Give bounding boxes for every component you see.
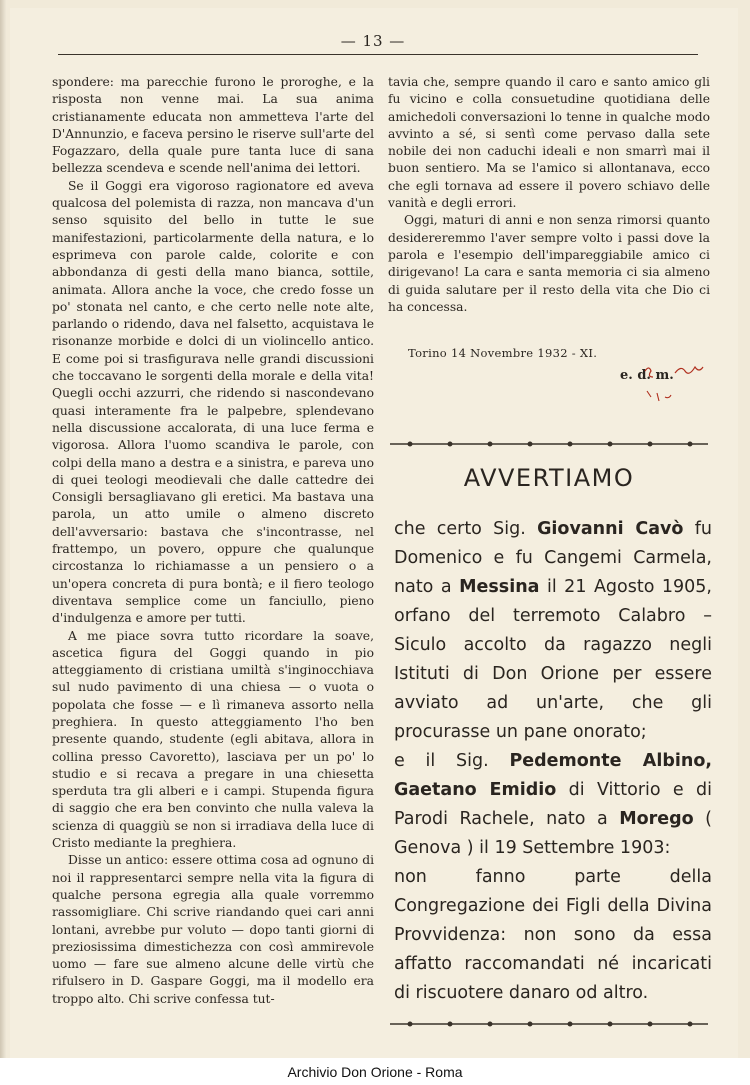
notice-city: Morego bbox=[619, 809, 694, 829]
ornamental-rule bbox=[390, 438, 708, 450]
dateline: Torino 14 Novembre 1932 - XI. bbox=[408, 346, 598, 360]
left-column bbox=[52, 74, 374, 1008]
notice-text: il 21 Agosto 1905, orfano del terremoto Calabro – Siculo accolto da ragazzo negli Istituti di Don Orione per essere avviato ad un'arte, che gli procurasse un pane onorato; bbox=[394, 577, 712, 742]
right-paragraph-1: tavia che, sempre quando il caro e santo amico gli fu vicino e colla consuetudine quotidiana delle amichedoli conversazioni lo tenne in qualche modo avvinto a sé, si sentì come pervaso dalla sete nobile dei non caduchi ideali e non smarrì mai il buon sentiero. Ma se l'amico si allontanava, ecco che egli tornava ad essere il povero schiavo delle vanità e degli errori. bbox=[388, 75, 710, 211]
notice-text: di Vittorio e di Parodi Rachele, nato a bbox=[394, 780, 713, 829]
notice-paragraph-1 bbox=[394, 515, 712, 747]
left-paragraph-3: A me piace sovra tutto ricordare la soave, ascetica figura del Goggi quando in pio atteggiamento di cristiana umiltà s'inginocchiava sul nudo pavimento di una chiesa — o vuota o popolata che fosse — e lì rimaneva assorto nella preghiera. In questo atteggiamento l'ho ben presente quando, studente (egli abitava, allora in collina presso Cavoretto), lasciava per un po' lo studio e si recava a pregare in una chiesetta sperduta tra gli alberi e i campi. Stupenda figura di saggio che era ben convinto che nulla valeva la scienza di quaggiù se non si irradiava della luce di Cristo mediante la preghiera. bbox=[52, 628, 374, 851]
notice-text: fu Domenico e fu Cangemi Carmela, nato a bbox=[394, 519, 712, 597]
right-paragraph-2: Oggi, maturi di anni e non senza rimorsi quanto desidereremmo l'aver sempre volto i passi dove la parola e l'esempio dell'impareggiabile amico ci dirigevano! La cara e santa memoria ci sia almeno di guida salutare per il resto della vita che Dio ci ha concessa. bbox=[388, 213, 710, 314]
ornamental-rule bbox=[390, 1018, 708, 1030]
notice-paragraph-3: non fanno parte della Congregazione dei Figli della Divina Provvidenza: non sono da essa affatto raccomandati né incaricati di riscuotere danaro od altro. bbox=[394, 867, 712, 1003]
left-paragraph-1: spondere: ma parecchie furono le proroghe, e la risposta non venne mai. La sua anima cristianamente educata non ammetteva l'arte del D'Annunzio, e faceva persino le riserve sull'arte del Fogazzaro, della quale pure tanta luce di sana bellezza scendeva e scende nell'anima dei lettori. bbox=[52, 75, 374, 176]
right-column bbox=[388, 74, 710, 316]
page-number: — 13 — bbox=[340, 32, 406, 50]
page-edge-shadow bbox=[0, 0, 6, 1085]
header-rule bbox=[58, 54, 698, 55]
notice-text: ( Genova ) il 19 Settembre 1903: bbox=[394, 809, 712, 858]
author-signature: e. d. m. bbox=[620, 368, 674, 383]
notice-paragraph-2 bbox=[394, 747, 712, 863]
page-header bbox=[48, 28, 698, 58]
left-paragraph-4: Disse un antico: essere ottima cosa ad ognuno di noi il rappresentarci sempre nella vita la figura di qualche persona egregia alla quale vorremmo rassomigliare. Chi scrive riandando quei cari anni lontani, avrebbe pur voluto — dopo tanti giorni di preziosissima dimestichezza con così ammirevole uomo — fare sue almeno alcune delle virtù che rifulsero in D. Gaspare Goggi, ma il modello era troppo alto. Chi scrive confessa tut- bbox=[52, 853, 374, 1006]
notice-person-name: Pedemonte Albino, Gaetano Emidio bbox=[394, 751, 712, 800]
archive-footer: Archivio Don Orione - Roma bbox=[287, 1064, 463, 1080]
notice-person-name: Giovanni Cavò bbox=[537, 519, 684, 539]
notice-city: Messina bbox=[459, 577, 540, 597]
notice-text: e il Sig. bbox=[394, 751, 510, 771]
notice-text: che certo Sig. bbox=[394, 519, 538, 539]
notice-body bbox=[394, 515, 712, 1008]
handwritten-annotation bbox=[635, 363, 715, 413]
document-page bbox=[10, 8, 738, 1058]
notice-title: AVVERTIAMO bbox=[463, 464, 635, 492]
left-paragraph-2: Se il Goggi era vigoroso ragionatore ed aveva qualcosa del polemista di razza, non mancava d'un senso squisito del bello in tutte le sue manifestazioni, particolarmente della natura, e lo esprimeva con parole calde, colorite e con abbondanza di gesti della mano bianca, sottile, animata. Allora anche la voce, che credo fosse un po' stonata nel canto, e che certo nelle note alte, parlando o ridendo, dava nel falsetto, acquistava le risonanze morbide e dolci di un violincello antico. E come poi si trasfigurava nelle grandi discussioni che toccavano le sorgenti della morale e della vita! Quegli occhi azzurri, che ridendo si nascondevano quasi interamente fra le palpebre, splendevano nella discussione accalorata, di una luce ferma e vigorosa. Allora l'uomo scandiva le parole, con colpi della mano a destra e a sinistra, e pareva uno di quei teologi meodievali che dalle cattedre dei Consigli bersagliavano gli eretici. Ma bastava una parola, un atto umile o almeno discreto dell'avversario: bastava che s'incontrasse, nel frattempo, un povero, oppure che qualunque circostanza lo richiamasse a un pensiero o a un'opera concreta di pura bontà; e il fiero teologo diventava semplice come un fanciullo, pieno d'indulgenza e amore per tutti. bbox=[52, 178, 374, 626]
